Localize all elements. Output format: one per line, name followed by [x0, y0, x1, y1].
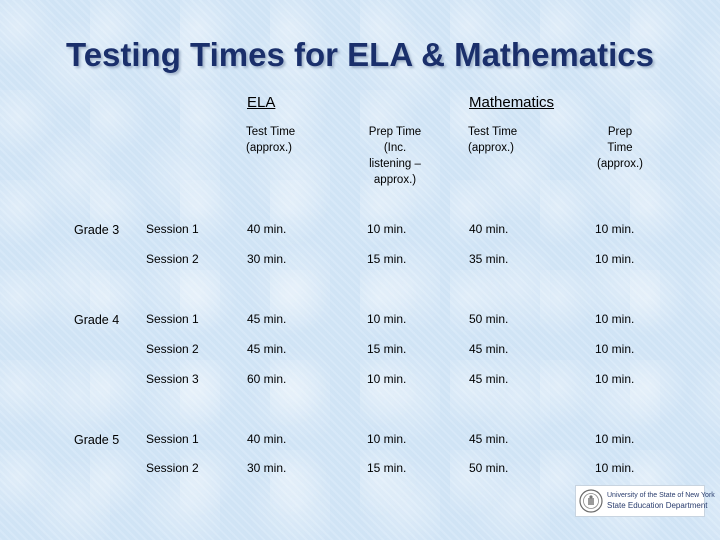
page-title: Testing Times for ELA & Mathematics [65, 36, 654, 73]
ela-prep-time-cell: 15 min. [367, 342, 407, 356]
ela-test-time-cell: 45 min. [247, 312, 287, 326]
math-test-time-cell: 40 min. [469, 222, 509, 236]
math-prep-time-cell: 10 min. [595, 432, 635, 446]
ela-prep-time-cell: 15 min. [367, 252, 407, 266]
math-test-time-cell: 50 min. [469, 461, 509, 475]
session-cell: Session 2 [146, 461, 199, 475]
session-cell: Session 1 [146, 222, 199, 236]
col-head-ela-test: Test Time (approx.) [246, 126, 296, 154]
session-cell: Session 1 [146, 432, 199, 446]
math-test-time-cell: 45 min. [469, 372, 509, 386]
grade-label: Grade 5 [74, 433, 120, 447]
grade-label: Grade 4 [74, 313, 120, 327]
ela-prep-time-cell: 10 min. [367, 372, 407, 386]
ela-prep-time-cell: 15 min. [367, 461, 407, 475]
math-prep-time-cell: 10 min. [595, 222, 635, 236]
math-test-time-cell: 45 min. [469, 342, 509, 356]
math-test-time-cell: 45 min. [469, 432, 509, 446]
ela-prep-time-cell: 10 min. [367, 222, 407, 236]
col-head-math-test: Test Time (approx.) [468, 126, 518, 154]
ela-test-time-cell: 30 min. [247, 461, 287, 475]
state-seal-icon [579, 489, 603, 513]
col-head-math-prep: Prep Time (approx.) [596, 126, 644, 170]
math-group-heading: Mathematics [469, 94, 555, 111]
logo-line-2: State Education Department [607, 501, 708, 510]
ela-test-time-cell: 40 min. [247, 222, 287, 236]
ela-test-time-cell: 60 min. [247, 372, 287, 386]
ela-prep-time-cell: 10 min. [367, 432, 407, 446]
session-cell: Session 3 [146, 372, 199, 386]
ela-prep-time-cell: 10 min. [367, 312, 407, 326]
math-prep-time-cell: 10 min. [595, 342, 635, 356]
ela-test-time-cell: 40 min. [247, 432, 287, 446]
math-test-time-cell: 35 min. [469, 252, 509, 266]
ela-test-time-cell: 30 min. [247, 252, 287, 266]
session-cell: Session 1 [146, 312, 199, 326]
ela-test-time-cell: 45 min. [247, 342, 287, 356]
col-head-ela-prep: Prep Time (Inc. listening – approx.) [368, 126, 422, 186]
nysed-logo [575, 485, 715, 517]
math-test-time-cell: 50 min. [469, 312, 509, 326]
ela-group-heading: ELA [247, 94, 276, 111]
logo-line-1: University of the State of New York [607, 492, 715, 499]
math-prep-time-cell: 10 min. [595, 312, 635, 326]
session-cell: Session 2 [146, 252, 199, 266]
math-prep-time-cell: 10 min. [595, 252, 635, 266]
session-cell: Session 2 [146, 342, 199, 356]
grade-label: Grade 3 [74, 223, 120, 237]
math-prep-time-cell: 10 min. [595, 461, 635, 475]
math-prep-time-cell: 10 min. [595, 372, 635, 386]
